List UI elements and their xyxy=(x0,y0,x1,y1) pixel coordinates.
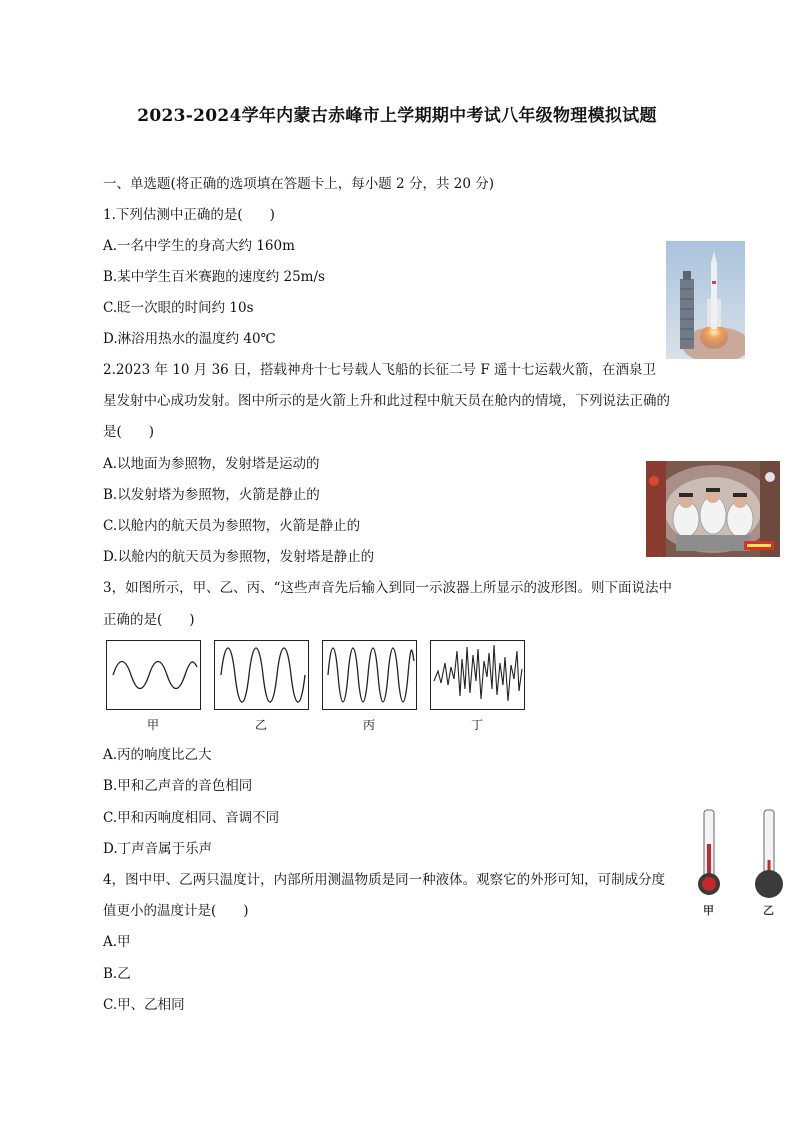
thermometer-yi xyxy=(752,808,786,898)
q3-option-d: D.丁声音属于乐声 xyxy=(103,841,213,857)
q3-stem-line-1: 3，如图所示，甲、乙、丙、“这些声音先后输入到同一示波器上所显示的波形图。则下面说法中 xyxy=(103,580,672,596)
thermometer-label-jia: 甲 xyxy=(703,904,714,917)
q3-stem-line-2: 正确的是( ) xyxy=(103,612,195,628)
q2-option-a: A.以地面为参照物，发射塔是运动的 xyxy=(103,456,320,472)
astronauts-cabin-photo xyxy=(646,461,780,557)
q4-option-c: C.甲、乙相同 xyxy=(103,997,185,1013)
q2-option-d: D.以舱内的航天员为参照物，发射塔是静止的 xyxy=(103,549,375,565)
q2-option-c: C.以舱内的航天员为参照物，火箭是静止的 xyxy=(103,518,361,534)
q1-option-c: C.眨一次眼的时间约 10s xyxy=(103,300,254,316)
waveform-bing xyxy=(322,640,417,710)
waveform-jia xyxy=(106,640,201,710)
q3-option-c: C.甲和丙响度相同、音调不同 xyxy=(103,810,280,826)
waveform-label-ding: 丁 xyxy=(470,718,483,732)
q3-option-b: B.甲和乙声音的音色相同 xyxy=(103,778,253,794)
rocket-launch-photo xyxy=(666,241,745,359)
q2-stem-line-1: 2.2023 年 10 月 36 日，搭载神舟十七号载人飞船的长征二号 F 遥十七运载火箭，在酒泉卫 xyxy=(103,362,656,378)
waveform-label-yi: 乙 xyxy=(254,718,267,732)
q1-option-a: A.一名中学生的身高大约 160m xyxy=(103,238,295,254)
q4-option-a: A.甲 xyxy=(103,934,131,950)
q2-stem-line-2: 星发射中心成功发射。图中所示的是火箭上升和此过程中航天员在舱内的情境，下列说法正确的 xyxy=(103,393,670,409)
q3-option-a: A.丙的响度比乙大 xyxy=(103,747,212,763)
q2-stem-line-3: 是( ) xyxy=(103,424,155,440)
waveform-ding xyxy=(430,640,525,710)
section-heading: 一、单选题(将正确的选项填在答题卡上，每小题 2 分，共 20 分) xyxy=(103,176,494,192)
q4-option-b: B.乙 xyxy=(103,966,131,982)
q1-stem: 1.下列估测中正确的是( ) xyxy=(103,207,275,223)
waveform-yi xyxy=(214,640,309,710)
q1-option-b: B.某中学生百米赛跑的速度约 25m/s xyxy=(103,269,325,285)
waveform-label-jia: 甲 xyxy=(146,718,159,732)
waveform-label-bing: 丙 xyxy=(362,718,375,732)
q1-option-d: D.淋浴用热水的温度约 40℃ xyxy=(103,331,276,347)
thermometer-jia xyxy=(694,808,724,898)
thermometer-label-yi: 乙 xyxy=(763,904,774,917)
q4-stem-line-2: 值更小的温度计是( ) xyxy=(103,903,249,919)
page-title: 2023-2024学年内蒙古赤峰市上学期期中考试八年级物理模拟试题 xyxy=(137,106,657,126)
q2-option-b: B.以发射塔为参照物，火箭是静止的 xyxy=(103,487,320,503)
q4-stem-line-1: 4，图中甲、乙两只温度计，内部所用测温物质是同一种液体。观察它的外形可知，可制成分度 xyxy=(103,872,666,888)
